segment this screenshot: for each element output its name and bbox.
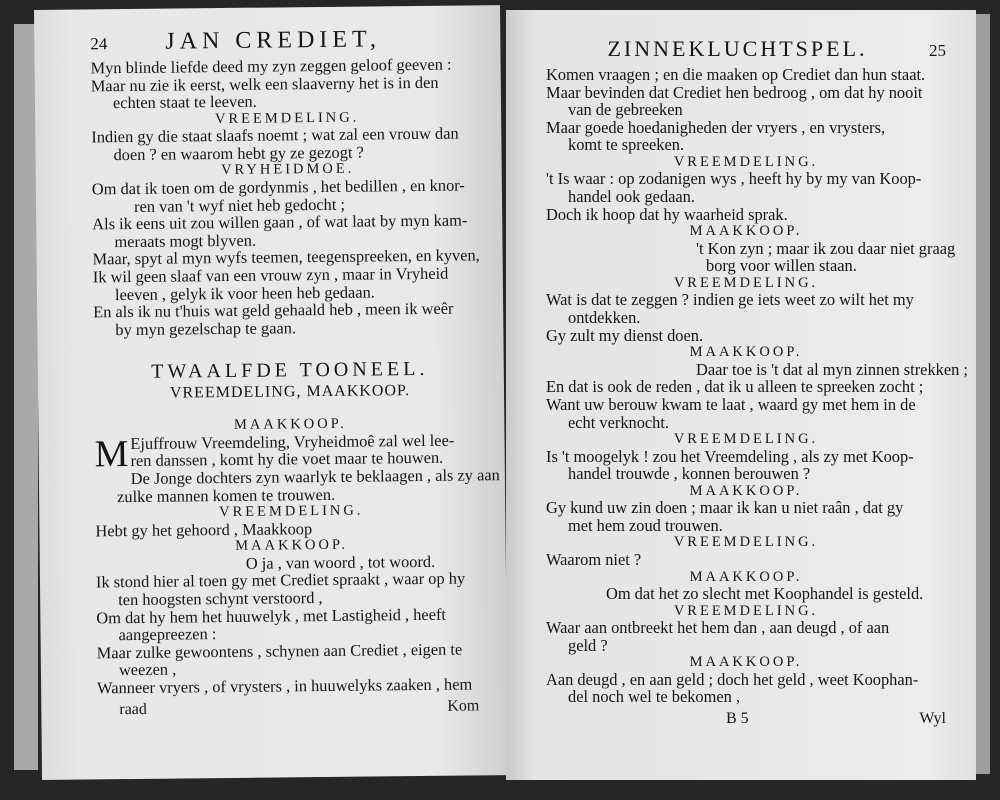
speaker-name: MAAKKOOP.: [233, 416, 347, 434]
right-footer: [546, 710, 946, 728]
text-line: meraats mogt blyven.: [114, 230, 257, 251]
stage-direction: VREEMDELING, MAAKKOOP.: [169, 382, 411, 402]
right-page-edges: [976, 14, 990, 774]
text-line: En dat is ook de reden , dat ik u alleen te spreeken zocht ;: [546, 377, 924, 397]
page-number: 24: [90, 34, 108, 54]
text-line: De Jonge dochters zyn waarlyk te beklaagen , als zy aan: [130, 465, 500, 489]
left-running-head: [90, 25, 482, 57]
text-line: Daar toe is 't dat al myn zinnen strekken ;: [696, 359, 968, 379]
page-number: 25: [929, 41, 946, 60]
right-running-head: [546, 36, 946, 64]
text-line: doen ? en waarom hebt gy ze gezogt ?: [113, 142, 364, 165]
text-line: by myn gezelschap te gaan.: [115, 317, 297, 339]
text-line: Om dat het zo slecht met Koophandel is gesteld.: [606, 584, 924, 604]
text-line: Hebt gy het gehoord , Maakkoop: [95, 518, 313, 541]
text-line: ren van 't wyf niet heb gedocht ;: [133, 194, 346, 216]
speaker-name: MAAKKOOP.: [689, 654, 803, 671]
text-line: ten hoogsten schynt verstoord ,: [118, 587, 323, 610]
text-line: Indien gy die staat slaafs noemt ; wat zal een vrouw dan: [91, 123, 459, 147]
speaker-name: VREEMDELING.: [673, 274, 819, 291]
text-line: aangepreezen :: [118, 624, 217, 645]
text-line: Gy zult my dienst doen.: [546, 325, 704, 345]
text-line: En als ik nu t'huis wat geld gehaald heb , meen ik weêr: [93, 298, 454, 322]
text-line: del noch wel te bekomen ,: [568, 687, 741, 707]
speaker-name: VREEMDELING.: [673, 534, 819, 551]
text-line: handel ook gedaan.: [568, 187, 695, 207]
scene-title: TWAALFDE TOONEEL.: [151, 358, 429, 384]
catchword: Wyl: [919, 710, 946, 728]
text-line: zulke mannen komen te trouwen.: [116, 484, 336, 506]
text-line: Myn blinde liefde deed my zyn zeggen geloof geeven :: [90, 54, 452, 78]
text-line: Om dat hy hem het huuwelyk , met Lastigheid , heeft: [96, 604, 447, 627]
text-line: Wat is dat te zeggen ? indien ge iets weet zo wilt het my: [546, 290, 914, 310]
text-line: Doch ik hoop dat hy waarheid sprak.: [546, 204, 788, 224]
running-title: ZINNEKLUCHTSPEL.: [607, 36, 868, 61]
text-line: Maar nu zie ik eerst, welk een slaaverny het is in den: [90, 72, 439, 96]
text-line: echt verknocht.: [568, 412, 670, 432]
left-footer: [97, 697, 489, 719]
text-line: borg voor willen staan.: [706, 256, 857, 276]
text-line: Maar, spyt al myn wyfs teemen, teegenspreeken, en kyven,: [92, 245, 480, 269]
right-page: [506, 10, 976, 780]
text-line: Gy kund uw zin doen ; maar ik kan u niet raân , dat gy: [546, 498, 904, 518]
speaker-name: VREEMDELING.: [673, 431, 819, 448]
text-line: 't Is waar : op zodanigen wys , heeft hy by my van Koop-: [546, 169, 922, 189]
speaker-name: MAAKKOOP.: [689, 344, 803, 361]
speaker-name: VRYHEIDMOE.: [220, 161, 355, 179]
text-line: geld ?: [568, 635, 608, 655]
text-line: Is 't moogelyk ! zou het Vreemdeling , als zy met Koop-: [546, 446, 914, 466]
text-line: Waarom niet ?: [546, 549, 642, 569]
text-line: ontdekken.: [568, 308, 641, 328]
text-line: Om dat ik toen om de gordynmis , het bedillen , en knor-: [91, 175, 465, 199]
speaker-name: VREEMDELING.: [214, 109, 360, 127]
speaker-name: MAAKKOOP.: [689, 223, 803, 240]
speaker-name: VREEMDELING.: [673, 602, 819, 619]
text-line: Komen vraagen ; en die maaken op Crediet dan hun staat.: [546, 65, 926, 84]
text-line: van de gebreeken: [568, 100, 683, 120]
speaker-name: MAAKKOOP.: [689, 482, 803, 499]
text-line: Als ik eens uit zou willen gaan , of wat laat by myn kam-: [92, 210, 468, 234]
text-line: Waar aan ontbreekt het hem dan , aan deugd , of aan: [546, 618, 890, 638]
text-line: met hem zoud trouwen.: [568, 515, 723, 535]
text-line: Maar bevinden dat Crediet hen bedroog , om dat hy nooit: [546, 82, 923, 102]
speaker-name: VREEMDELING.: [219, 502, 364, 521]
text-line: handel trouwde , konnen berouwen ?: [568, 464, 811, 484]
left-page: [34, 5, 508, 780]
text-line: raad: [119, 700, 147, 718]
drop-cap: M: [94, 432, 129, 476]
text-line: echten staat te leeven.: [112, 91, 257, 113]
speaker-name: MAAKKOOP.: [235, 537, 349, 555]
text-line: Want uw berouw kwam te laat , waard gy met hem in de: [546, 394, 916, 414]
text-line: Wanneer vryers , of vrysters , in huuwelyks zaaken , hem: [97, 674, 473, 698]
text-line: ren danssen , komt hy die voet maar te houwen.: [130, 448, 444, 471]
text-line: komt te spreeken.: [568, 135, 685, 155]
text-line: Maar zulke gewoontens , schynen aan Crediet , eigen te: [96, 639, 463, 663]
speaker-name: VREEMDELING.: [673, 153, 819, 170]
speaker-name: MAAKKOOP.: [689, 568, 803, 585]
text-line: M Ejuffrouw Vreemdeling, Vryheidmoê zal wel lee-: [94, 430, 455, 476]
catchword: Kom: [447, 696, 480, 715]
running-title: JAN CREDIET,: [165, 26, 382, 55]
text-line: weezen ,: [118, 659, 177, 680]
signature-mark: B 5: [726, 710, 749, 728]
text-line: O ja , van woord , tot woord.: [245, 551, 436, 573]
text-line: 't Kon zyn ; maar ik zou daar niet graag: [696, 238, 956, 258]
text-line: leeven , gelyk ik voor heen heb gedaan.: [114, 281, 375, 304]
text-line: Ik stond hier al toen gy met Crediet spraakt , waar op hy: [95, 568, 466, 592]
text-line: Maar goede hoedanigheden der vryers , en vrysters,: [546, 117, 886, 137]
text-line: Ik wil geen slaaf van een vrouw zyn , maar in Vryheid: [92, 263, 449, 287]
text-line: Aan deugd , en aan geld ; doch het geld , weet Koophan-: [546, 669, 919, 689]
